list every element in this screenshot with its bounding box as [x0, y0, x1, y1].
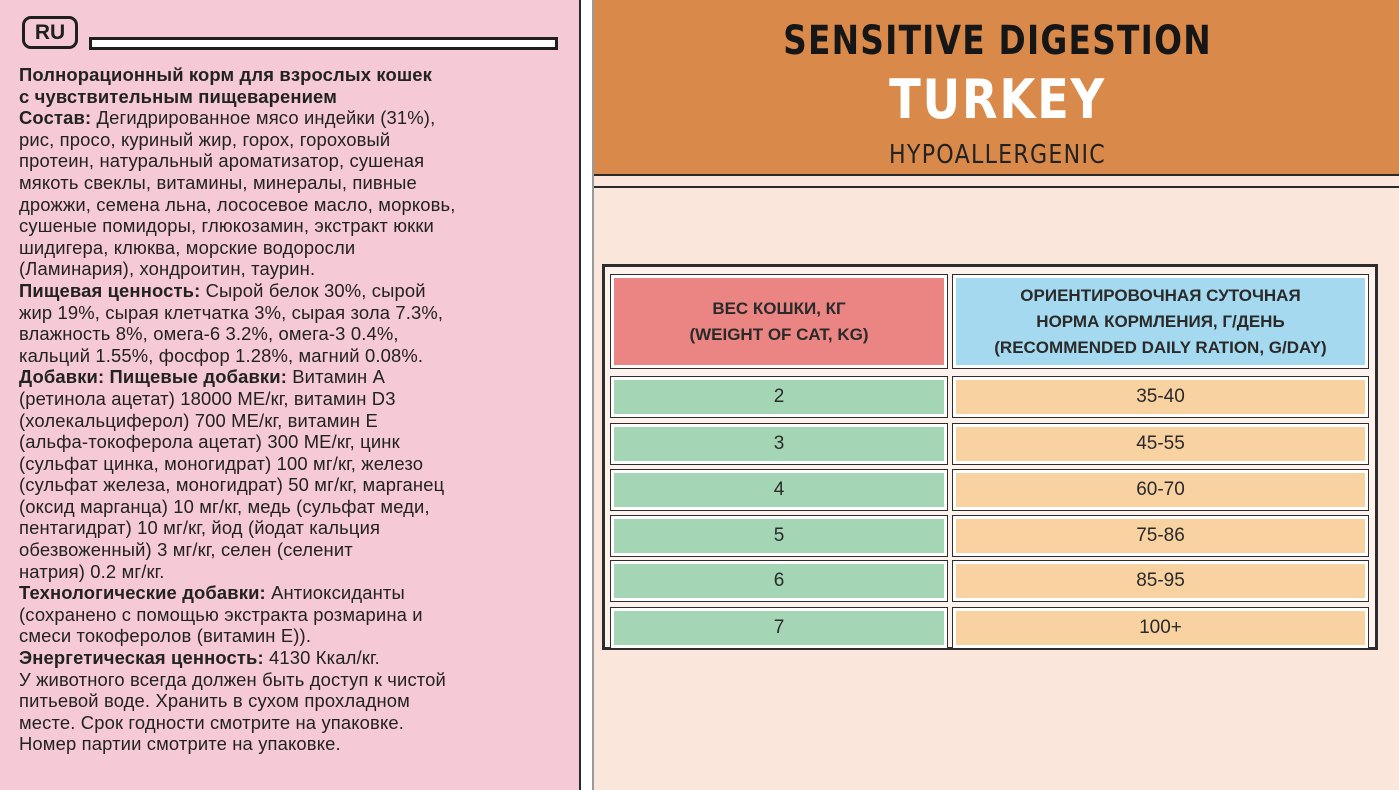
composition-content: натрия) 0.2 мг/кг.	[19, 560, 165, 582]
composition-heading: Добавки: Пищевые добавки:	[19, 366, 287, 388]
weight-cell: 6	[611, 561, 947, 601]
composition-content: сушеные помидоры, глюкозамин, экстракт юкки	[19, 215, 434, 237]
composition-line	[19, 733, 579, 755]
composition-line	[19, 107, 579, 129]
composition-line	[19, 237, 579, 259]
composition-content: кальций 1.55%, фосфор 1.28%, магний 0.08%.	[19, 344, 424, 366]
composition-line	[19, 302, 579, 324]
composition-line	[19, 431, 579, 453]
composition-content: (Ламинария), хондроитин, таурин.	[19, 258, 316, 280]
composition-content: (ретинола ацетат) 18000 МЕ/кг, витамин D3	[19, 387, 396, 409]
weight-header-line: ВЕС КОШКИ, КГ	[712, 298, 846, 318]
composition-heading: Состав:	[19, 107, 92, 129]
composition-line	[19, 86, 579, 108]
composition-line	[19, 410, 579, 432]
weight-column-header	[611, 275, 947, 368]
composition-line	[19, 647, 579, 669]
ration-cell: 45-55	[953, 424, 1368, 464]
composition-line	[19, 215, 579, 237]
composition-line	[19, 539, 579, 561]
composition-content: У животного всегда должен быть доступ к чистой	[19, 668, 446, 690]
composition-line	[19, 129, 579, 151]
composition-content: рис, просо, куриный жир, горох, гороховый	[19, 128, 391, 150]
language-rule	[89, 37, 558, 50]
weight-header-line: (WEIGHT OF CAT, KG)	[689, 324, 869, 344]
composition-content: (альфа-токоферола ацетат) 300 МЕ/кг, цинк	[19, 431, 400, 453]
composition-line	[19, 172, 579, 194]
composition-line	[19, 625, 579, 647]
composition-content: Витамин A	[287, 366, 386, 388]
weight-cell: 5	[611, 516, 947, 556]
composition-line	[19, 280, 579, 302]
composition-text	[19, 64, 579, 755]
composition-content: влажность 8%, омега-6 3.2%, омега-3 0.4%,	[19, 323, 399, 345]
composition-line	[19, 474, 579, 496]
ration-cell: 85-95	[953, 561, 1368, 601]
composition-content: Номер партии смотрите на упаковке.	[19, 733, 341, 755]
composition-panel	[0, 0, 581, 790]
composition-line	[19, 496, 579, 518]
ration-header-line: (RECOMMENDED DAILY RATION, G/DAY)	[994, 337, 1327, 357]
ration-cell: 100+	[953, 608, 1368, 648]
composition-line	[19, 345, 579, 367]
composition-content: смеси токоферолов (витамин E)).	[19, 625, 312, 647]
ration-cell: 75-86	[953, 516, 1368, 556]
composition-line	[19, 604, 579, 626]
ration-cell: 60-70	[953, 470, 1368, 510]
composition-line	[19, 323, 579, 345]
composition-heading: Технологические добавки:	[19, 582, 266, 604]
composition-heading: с чувствительным пищеварением	[19, 85, 337, 107]
language-badge: RU	[22, 16, 78, 49]
composition-content: питьевой воде. Хранить в сухом прохладном	[19, 690, 410, 712]
composition-content: протеин, натуральный ароматизатор, сушеная	[19, 150, 425, 172]
composition-heading: Полнорационный корм для взрослых кошек	[19, 64, 433, 85]
composition-heading: Энергетическая ценность:	[19, 647, 264, 669]
ration-cell: 35-40	[953, 377, 1368, 417]
composition-content: (сохранено с помощью экстракта розмарина и	[19, 603, 423, 625]
ration-header-line: ОРИЕНТИРОВОЧНАЯ СУТОЧНАЯ	[1020, 285, 1301, 305]
weight-cell: 7	[611, 608, 947, 648]
product-subtitle: HYPOALLERGENIC	[889, 140, 1106, 170]
composition-content: мякоть свеклы, витамины, минералы, пивные	[19, 171, 417, 193]
product-header	[594, 0, 1399, 176]
composition-line	[19, 64, 579, 86]
composition-content: Сырой белок 30%, сырой	[200, 279, 426, 301]
product-line-title: SENSITIVE DIGESTION	[783, 18, 1212, 64]
weight-cell: 2	[611, 377, 947, 417]
composition-content: дрожжи, семена льна, лососевое масло, морковь,	[19, 193, 456, 215]
composition-line	[19, 561, 579, 583]
composition-content: Дегидрированное мясо индейки (31%),	[91, 107, 436, 129]
composition-line	[19, 669, 579, 691]
composition-content: (сульфат железа, моногидрат) 50 мг/кг, марганец	[19, 474, 445, 496]
composition-line	[19, 258, 579, 280]
composition-content: шидигера, клюква, морские водоросли	[19, 236, 356, 258]
composition-line	[19, 150, 579, 172]
composition-line	[19, 582, 579, 604]
composition-content: пентагидрат) 10 мг/кг, йод (йодат кальция	[19, 517, 381, 539]
ration-column-header	[953, 275, 1368, 368]
composition-line	[19, 366, 579, 388]
composition-content: Антиоксиданты	[265, 582, 405, 604]
feeding-panel	[592, 0, 1399, 790]
feeding-table	[602, 264, 1378, 650]
header-divider	[594, 176, 1399, 188]
composition-heading: Пищевая ценность:	[19, 279, 201, 301]
composition-content: (сульфат цинка, моногидрат) 100 мг/кг, железо	[19, 452, 424, 474]
composition-content: (оксид марганца) 10 мг/кг, медь (сульфат меди,	[19, 495, 430, 517]
composition-content: 4130 Ккал/кг.	[263, 647, 380, 669]
weight-cell: 4	[611, 470, 947, 510]
composition-content: (холекальциферол) 700 МЕ/кг, витамин E	[19, 409, 378, 431]
ration-header-line: НОРМА КОРМЛЕНИЯ, Г/ДЕНЬ	[1036, 311, 1285, 331]
composition-line	[19, 690, 579, 712]
composition-line	[19, 194, 579, 216]
composition-line	[19, 388, 579, 410]
composition-content: месте. Срок годности смотрите на упаковке.	[19, 711, 405, 733]
composition-line	[19, 517, 579, 539]
composition-content: жир 19%, сырая клетчатка 3%, сырая зола 7.3%,	[19, 301, 444, 323]
composition-content: обезвоженный) 3 мг/кг, селен (селенит	[19, 539, 353, 561]
product-flavor-title: TURKEY	[889, 68, 1106, 131]
composition-line	[19, 712, 579, 734]
composition-line	[19, 453, 579, 475]
weight-cell: 3	[611, 424, 947, 464]
